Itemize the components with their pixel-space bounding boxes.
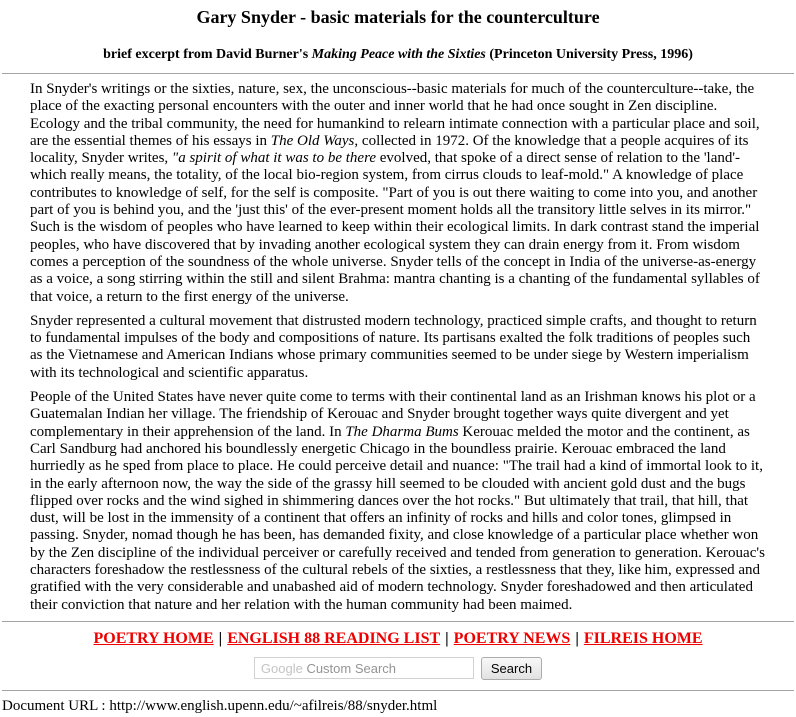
paragraph-2: Snyder represented a cultural movement that distrusted modern technology, practiced simple crafts, and thought to return to fundamental impulses of the body and compositions of nature. Its partisans exalted the folk traditions of peoples such as the Vietnamese and American Indians whose primary communities seemed to be under siege by Western imperialism with its technological and scientific apparatus. (30, 312, 757, 381)
link-english-88-reading-list[interactable]: ENGLISH 88 READING LIST (227, 629, 441, 647)
search-placeholder-label: Custom Search (306, 661, 397, 677)
divider-bottom (2, 690, 794, 691)
nav-separator: | (445, 629, 449, 647)
paragraph-1: In Snyder's writings or the sixties, nature, sex, the unconscious--basic materials for much of the counterculture--take, the place of the exacting personal encounters with the outer and inner world that he had once sought in Zen discipline. Ecology and the tribal community, the need for humankind to relearn intimate connection with a particular place and soil, are the essential themes of his essays in The Old Ways, collected in 1972. Of the knowledge that a people acquires of its locality, Snyder writes, "a spirit of what it was to be there evolved, that spoke of a direct sense of relation to the 'land'-which really means, the totality, of the local bio-region system, from cirrus clouds to leaf-mold." A knowledge of place contributes to knowledge of self, for the self is composite. "Part of you is out there waiting to come into you, and another part of you is behind you, and the 'just this' of the ever-present moment holds all the transitory little selves in its mirror." Such is the wisdom of peoples who have learned to keep within their ecological limits. In dark contrast stand the imperial peoples, who have discovered that by invading another ecological system they can drain energy from it. From wisdom comes a perception of the soundness of the whole universe. Snyder tells of the concept in India of the universe-as-energy as a voice, a song stirring within the still and silent Brahma: mantra chanting is a chanting of the fundamental syllables of that voice, a return to the first energy of the universe. (30, 81, 760, 305)
document-url: Document URL : http://www.english.upenn.edu/~afilreis/88/snyder.html (2, 697, 438, 714)
divider-footer (2, 621, 794, 622)
search-button[interactable]: Search (481, 657, 542, 680)
link-poetry-home[interactable]: POETRY HOME (93, 629, 214, 647)
link-filreis-home[interactable]: FILREIS HOME (583, 629, 703, 647)
link-poetry-news[interactable]: POETRY NEWS (453, 629, 571, 647)
nav-separator: | (575, 629, 579, 647)
footer-nav (2, 630, 794, 648)
article-body (30, 81, 766, 614)
page-title: Gary Snyder - basic materials for the counterculture (196, 7, 600, 27)
divider-top (2, 73, 794, 74)
nav-separator: | (218, 629, 223, 647)
paragraph-3: People of the United States have never quite come to terms with their continental land as an Irishman knows his plot or a Guatemalan Indian her village. The friendship of Kerouac and Snyder brought together ways quite divergent and yet complementary in their apprehension of the land. In The Dharma Bums Kerouac melded the motor and the continent, as Carl Sandburg had anchored his boundlessly energetic Chicago in the boundless prairie. Kerouac embraced the land hurriedly as he sped from place to place. He could perceive detail and nuance: "The trail had a kind of immortal look to it, in the early afternoon now, the way the side of the grassy hill seemed to be clouded with ancient gold dust and the bugs flipped over rocks and the wind sighed in shimmering dances over the hot rocks." But ultimately that trail, that hill, that dust, will be lost in the immensity of a continent that offers an infinity of rocks and hills and color tones, glimpsed in passing. Snyder, nomad though he has been, has demanded fixity, and close knowledge of a particular place whether won by the Zen discipline of the individual perceiver or carefully received and tended from generation to generation. Kerouac's characters foreshadow the restlessness of the cultural rebels of the sixties, a restlessness that they, like him, expressed and gratified with the very considerable and unabashed aid of modern technology. Snyder foreshadowed and then articulated their conviction that nature and her relation with the human community had been maimed. (30, 389, 765, 613)
search-form (2, 657, 794, 680)
page-subtitle: brief excerpt from David Burner's Making Peace with the Sixties (Princeton University Press, 1996) (103, 47, 693, 62)
google-watermark: Google (260, 661, 303, 677)
search-box (254, 657, 474, 679)
search-input[interactable] (254, 657, 474, 679)
